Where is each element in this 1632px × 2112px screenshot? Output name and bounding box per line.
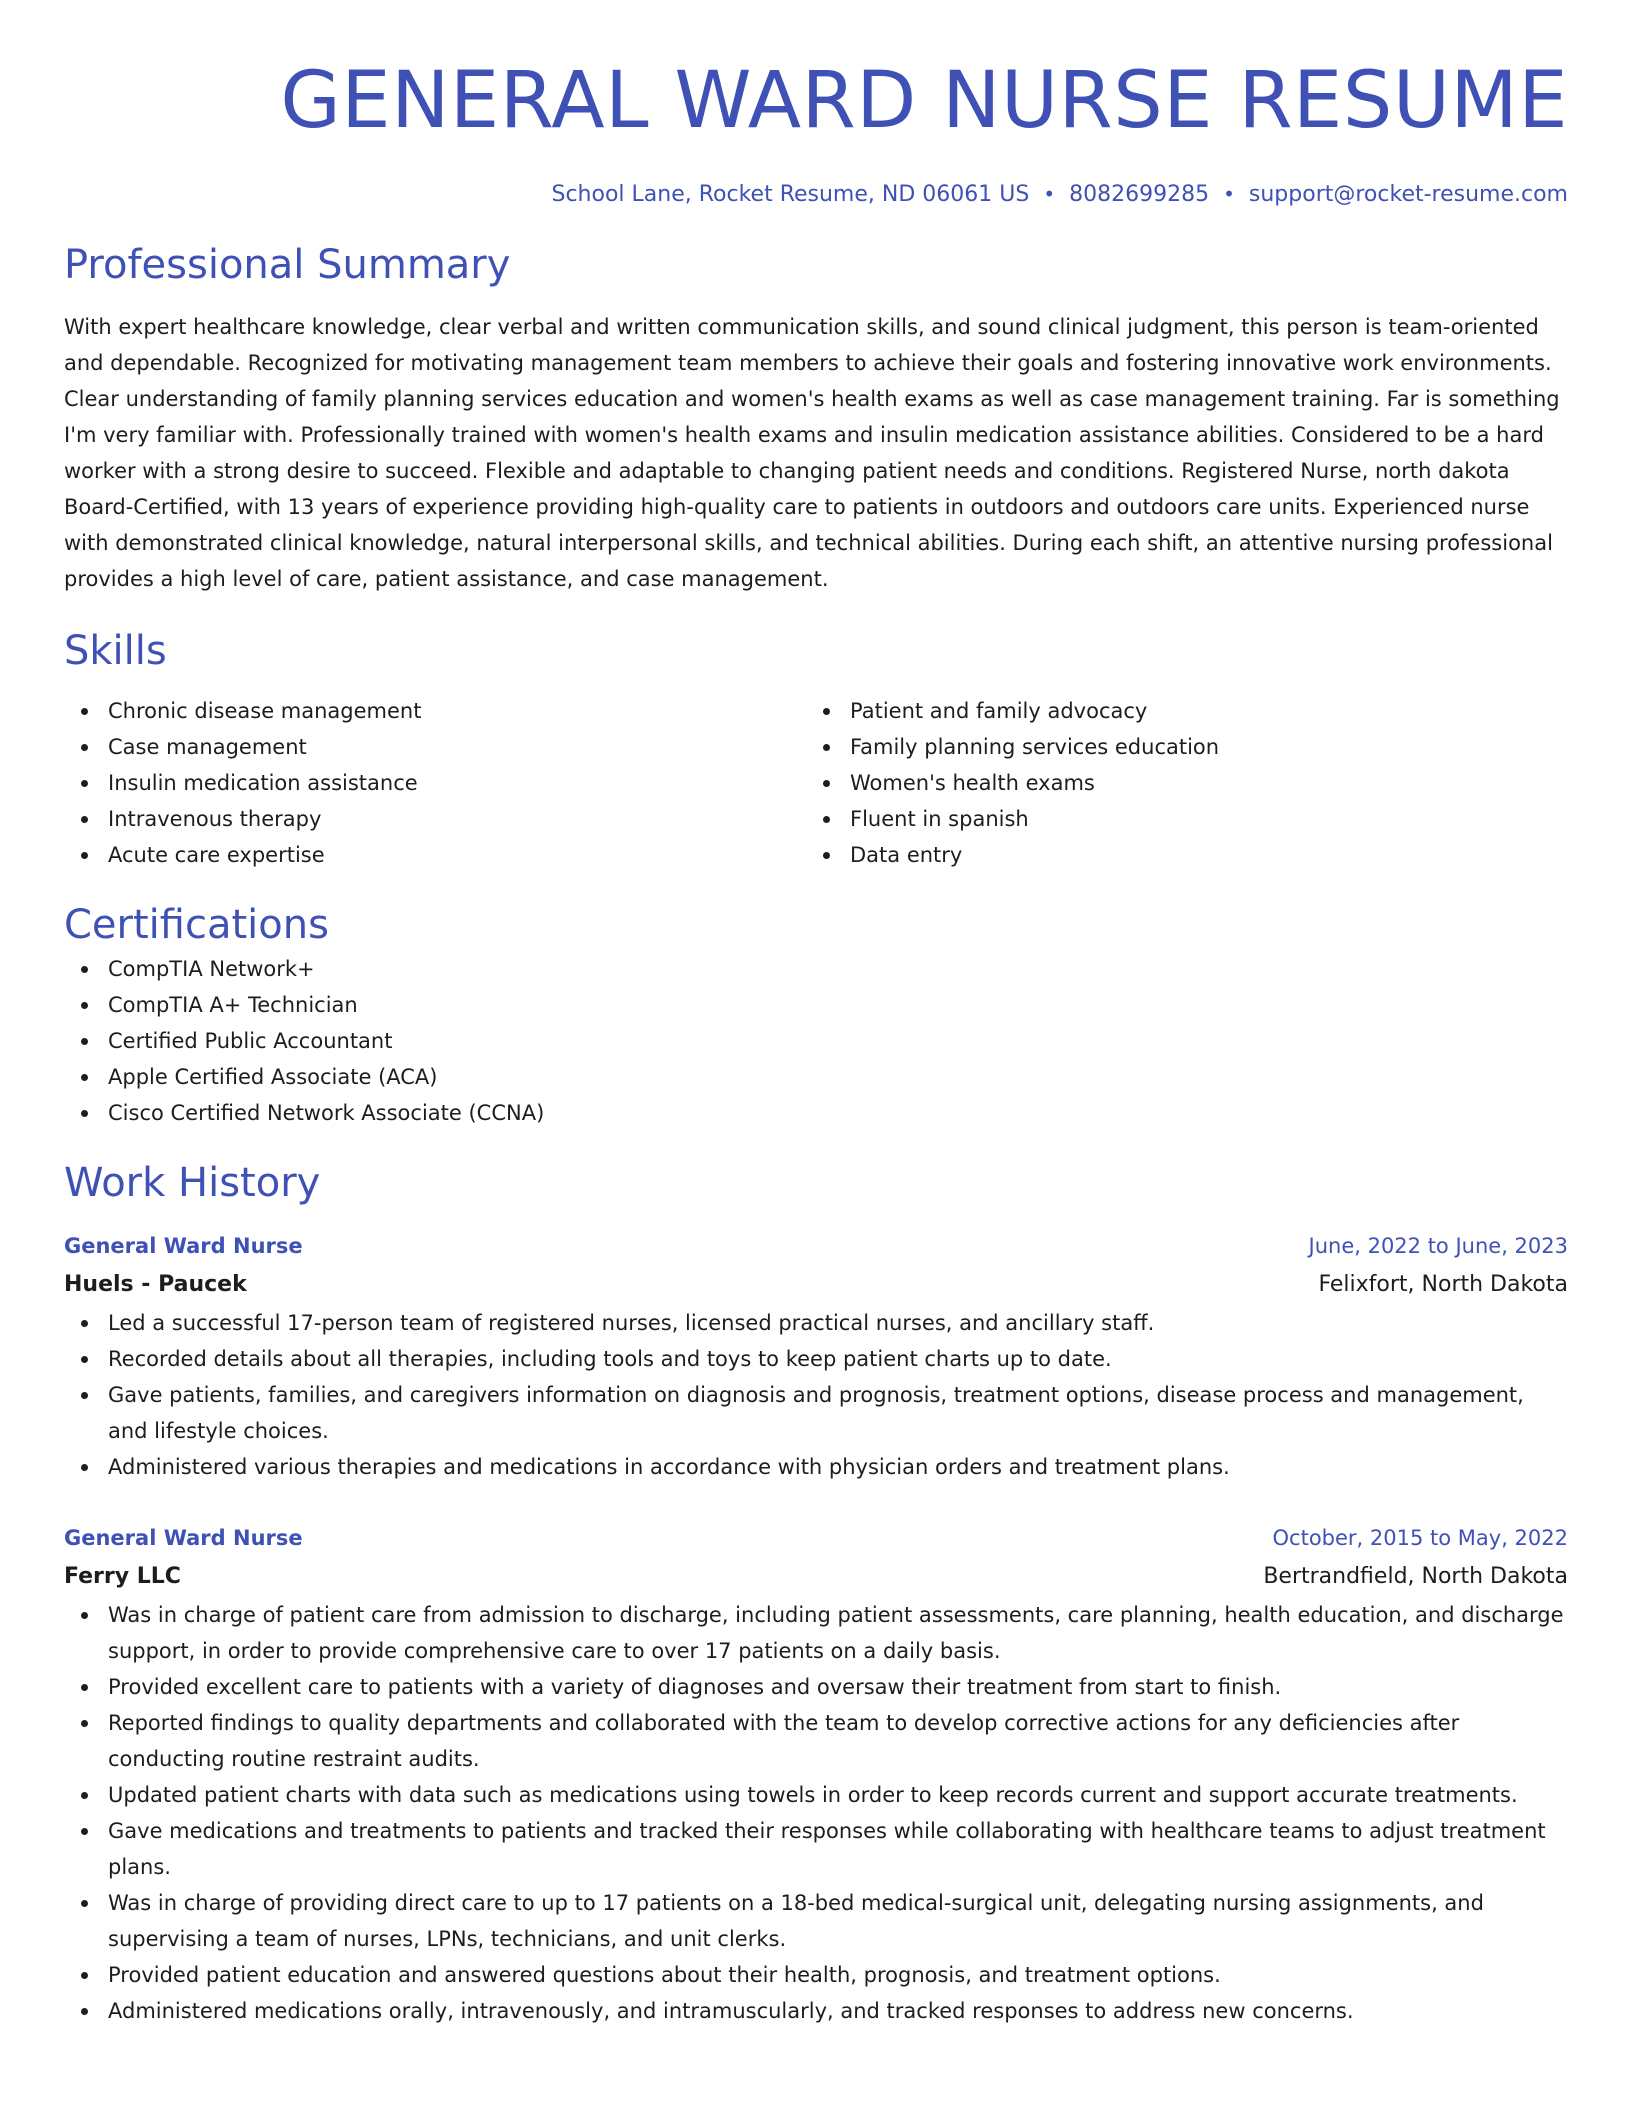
contact-phone: 8082699285 [1069, 182, 1210, 207]
job-duty: Administered medications orally, intravenously, and intramuscularly, and tracked responses to address new concerns. [108, 1993, 1568, 2029]
job-title: General Ward Nurse [64, 1234, 303, 1258]
certification-item: CompTIA A+ Technician [108, 987, 1568, 1023]
job-company-row [64, 1557, 1568, 1597]
job-duty: Gave medications and treatments to patients and tracked their responses while collaborating with healthcare teams to adjust treatment plans. [108, 1813, 1568, 1885]
job-title: General Ward Nurse [64, 1526, 303, 1550]
job-duty: Provided patient education and answered questions about their health, prognosis, and treatment options. [108, 1957, 1568, 1993]
resume-name: GENERAL WARD NURSE RESUME [280, 56, 1568, 146]
skills-grid [64, 693, 1568, 873]
certification-item: Apple Certified Associate (ACA) [108, 1059, 1568, 1095]
certification-item: Certified Public Accountant [108, 1023, 1568, 1059]
skills-heading: Skills [64, 628, 167, 674]
job-duty: Updated patient charts with data such as medications using towels in order to keep records current and support accurate treatments. [108, 1777, 1568, 1813]
skill-item: Fluent in spanish [850, 801, 1548, 837]
skill-item: Intravenous therapy [108, 801, 806, 837]
skill-item: Insulin medication assistance [108, 765, 806, 801]
skills-column-left [64, 693, 806, 873]
job-duty: Administered various therapies and medications in accordance with physician orders and treatment plans. [108, 1449, 1568, 1485]
summary-heading: Professional Summary [64, 242, 511, 288]
certification-item: CompTIA Network+ [108, 951, 1568, 987]
contact-email: support@rocket-resume.com [1248, 182, 1568, 207]
resume-header [64, 0, 1568, 211]
job-duty: Recorded details about all therapies, including tools and toys to keep patient charts up to date. [108, 1341, 1568, 1377]
skill-item: Acute care expertise [108, 837, 806, 873]
skill-item: Women's health exams [850, 765, 1548, 801]
job-duty: Led a successful 17-person team of registered nurses, licensed practical nurses, and ancillary staff. [108, 1305, 1568, 1341]
certifications-heading: Certifications [64, 902, 329, 948]
summary-text: With expert healthcare knowledge, clear verbal and written communication skills, and sound clinical judgment, this person is team-oriented and dependable. Recognized for motivating management team members to achieve their goals and fostering innovative work environments. Clear understanding of family planning services education and women's health exams as well as case management training. Far is something I'm very familiar with. Professionally trained with women's health exams and insulin medication assistance abilities. Considered to be a hard worker with a strong desire to succeed. Flexible and adaptable to changing patient needs and conditions. Registered Nurse, north dakota Board-Certified, with 13 years of experience providing high-quality care to patients in outdoors and outdoors care units. Experienced nurse with demonstrated clinical knowledge, natural interpersonal skills, and technical abilities. During each shift, an attentive nursing professional provides a high level of care, patient assistance, and case management. [64, 315, 1560, 591]
job-duty: Reported findings to quality departments and collaborated with the team to develop corrective actions for any deficiencies after conducting routine restraint audits. [108, 1705, 1568, 1777]
job-entry [64, 1519, 1568, 2029]
work-history-heading: Work History [64, 1160, 321, 1206]
job-duties-list [64, 1597, 1568, 2029]
job-company: Ferry LLC [64, 1564, 181, 1589]
job-entry [64, 1227, 1568, 1485]
job-duty: Gave patients, families, and caregivers information on diagnosis and prognosis, treatment options, disease process and management, and lifestyle choices. [108, 1377, 1568, 1449]
job-duties-list [64, 1305, 1568, 1485]
skill-item: Patient and family advocacy [850, 693, 1548, 729]
skills-column-right [806, 693, 1548, 873]
contact-address: School Lane, Rocket Resume, ND 06061 US [551, 182, 1030, 207]
contact-line [64, 178, 1568, 211]
skills-list-right [806, 693, 1548, 873]
job-location: Bertrandfield, North Dakota [1263, 1564, 1568, 1589]
skill-item: Family planning services education [850, 729, 1548, 765]
contact-separator: • [1043, 182, 1056, 206]
job-title-row [64, 1227, 1568, 1265]
skills-list-left [64, 693, 806, 873]
job-duty: Provided excellent care to patients with a variety of diagnoses and oversaw their treatment from start to finish. [108, 1669, 1568, 1705]
certification-item: Cisco Certified Network Associate (CCNA) [108, 1095, 1568, 1131]
skill-item: Case management [108, 729, 806, 765]
job-company-row [64, 1265, 1568, 1305]
job-dates: October, 2015 to May, 2022 [1272, 1526, 1568, 1550]
certifications-list [64, 951, 1568, 1131]
resume-page [64, 0, 1568, 2029]
skill-item: Data entry [850, 837, 1548, 873]
job-company: Huels - Paucek [64, 1272, 247, 1297]
contact-separator: • [1223, 182, 1235, 206]
job-title-row [64, 1519, 1568, 1557]
skill-item: Chronic disease management [108, 693, 806, 729]
job-duty: Was in charge of providing direct care to up to 17 patients on a 18-bed medical-surgical unit, delegating nursing assignments, and supervising a team of nurses, LPNs, technicians, and unit clerks. [108, 1885, 1568, 1957]
job-dates: June, 2022 to June, 2023 [1308, 1234, 1568, 1258]
job-duty: Was in charge of patient care from admission to discharge, including patient assessments, care planning, health education, and discharge support, in order to provide comprehensive care to over 17 patients on a daily basis. [108, 1597, 1568, 1669]
job-location: Felixfort, North Dakota [1318, 1272, 1568, 1297]
